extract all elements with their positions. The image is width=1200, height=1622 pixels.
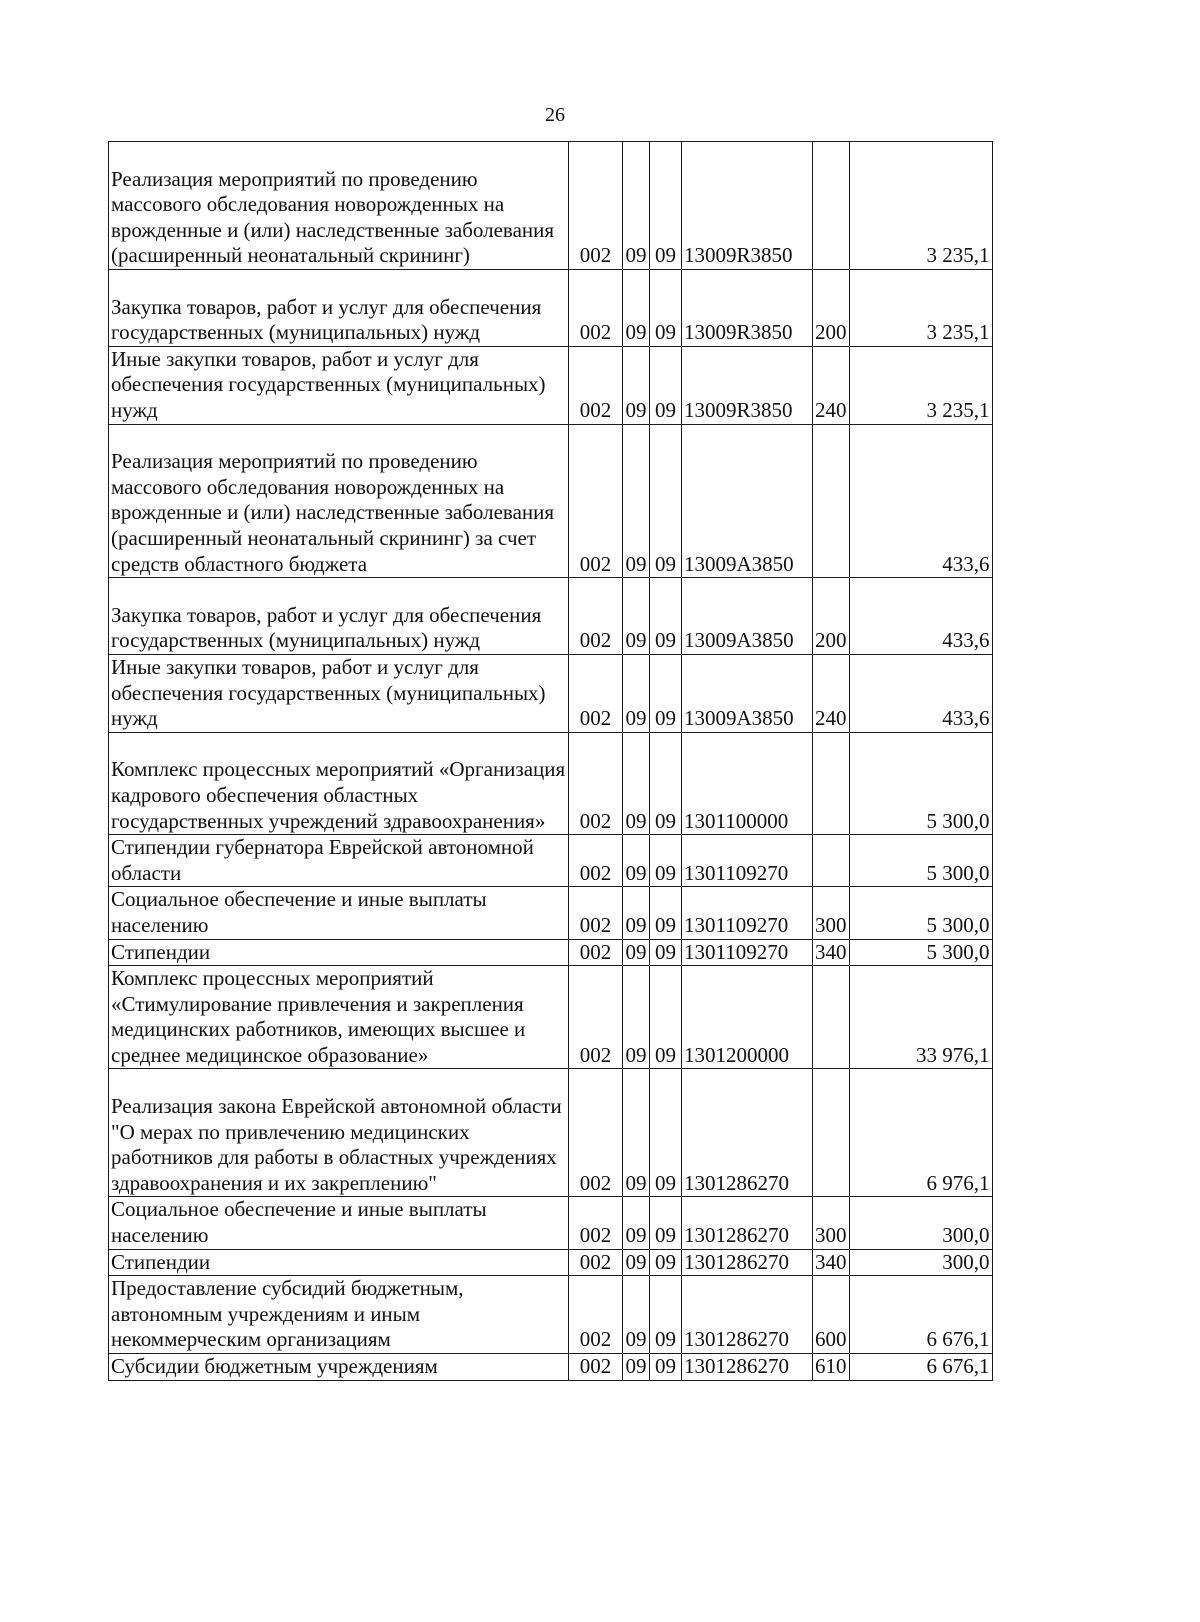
amount: 5 300,0 bbox=[849, 939, 992, 966]
amount: 5 300,0 bbox=[849, 732, 992, 834]
row-name: Субсидии бюджетным учреждениям bbox=[109, 1354, 569, 1381]
amount: 300,0 bbox=[849, 1197, 992, 1249]
dept-code: 002 bbox=[569, 966, 623, 1069]
row-name: Иные закупки товаров, работ и услуг для обеспечения государственных (муниципальных) нужд bbox=[109, 346, 569, 424]
target-article-code: 1301286270 bbox=[682, 1069, 813, 1197]
budget-table bbox=[108, 141, 993, 1381]
section-code: 09 bbox=[623, 1069, 650, 1197]
row-name: Предоставление субсидий бюджетным, автономным учреждениям и иным некоммерческим организациям bbox=[109, 1276, 569, 1354]
table-row bbox=[109, 835, 993, 887]
expense-type-code: 340 bbox=[813, 1249, 850, 1276]
amount: 3 235,1 bbox=[849, 346, 992, 424]
section-code: 09 bbox=[623, 654, 650, 732]
row-name: Стипендии bbox=[109, 939, 569, 966]
table-row bbox=[109, 424, 993, 578]
table-row bbox=[109, 1197, 993, 1249]
amount: 3 235,1 bbox=[849, 270, 992, 347]
section-code: 09 bbox=[623, 966, 650, 1069]
row-name: Реализация мероприятий по проведению массового обследования новорожденных на врожденные и (или) наследственные заболевания (расширенный неонатальный скрининг) за счет средств областного бюджета bbox=[109, 424, 569, 578]
target-article-code: 13009R3850 bbox=[682, 346, 813, 424]
expense-type-code bbox=[813, 966, 850, 1069]
target-article-code: 13009A3850 bbox=[682, 654, 813, 732]
expense-type-code: 340 bbox=[813, 939, 850, 966]
dept-code: 002 bbox=[569, 1197, 623, 1249]
dept-code: 002 bbox=[569, 578, 623, 655]
row-name: Комплекс процессных мероприятий «Организация кадрового обеспечения областных государственных учреждений здравоохранения» bbox=[109, 732, 569, 834]
table-row bbox=[109, 1276, 993, 1354]
target-article-code: 1301286270 bbox=[682, 1197, 813, 1249]
row-name: Социальное обеспечение и иные выплаты населению bbox=[109, 1197, 569, 1249]
section-code: 09 bbox=[623, 1276, 650, 1354]
subsection-code: 09 bbox=[650, 939, 682, 966]
subsection-code: 09 bbox=[650, 1249, 682, 1276]
subsection-code: 09 bbox=[650, 270, 682, 347]
target-article-code: 1301200000 bbox=[682, 966, 813, 1069]
dept-code: 002 bbox=[569, 654, 623, 732]
dept-code: 002 bbox=[569, 346, 623, 424]
target-article-code: 1301286270 bbox=[682, 1354, 813, 1381]
expense-type-code bbox=[813, 732, 850, 834]
subsection-code: 09 bbox=[650, 1354, 682, 1381]
target-article-code: 13009R3850 bbox=[682, 142, 813, 270]
budget-table-body bbox=[109, 142, 993, 1381]
row-name: Закупка товаров, работ и услуг для обеспечения государственных (муниципальных) нужд bbox=[109, 270, 569, 347]
section-code: 09 bbox=[623, 424, 650, 578]
section-code: 09 bbox=[623, 835, 650, 887]
subsection-code: 09 bbox=[650, 835, 682, 887]
expense-type-code: 610 bbox=[813, 1354, 850, 1381]
target-article-code: 13009A3850 bbox=[682, 424, 813, 578]
expense-type-code: 240 bbox=[813, 654, 850, 732]
table-row bbox=[109, 578, 993, 655]
amount: 5 300,0 bbox=[849, 835, 992, 887]
section-code: 09 bbox=[623, 346, 650, 424]
table-row bbox=[109, 887, 993, 939]
amount: 3 235,1 bbox=[849, 142, 992, 270]
expense-type-code: 200 bbox=[813, 270, 850, 347]
amount: 6 976,1 bbox=[849, 1069, 992, 1197]
table-row bbox=[109, 1354, 993, 1381]
section-code: 09 bbox=[623, 887, 650, 939]
amount: 6 676,1 bbox=[849, 1354, 992, 1381]
row-name: Закупка товаров, работ и услуг для обеспечения государственных (муниципальных) нужд bbox=[109, 578, 569, 655]
dept-code: 002 bbox=[569, 424, 623, 578]
amount: 33 976,1 bbox=[849, 966, 992, 1069]
section-code: 09 bbox=[623, 142, 650, 270]
target-article-code: 1301109270 bbox=[682, 939, 813, 966]
expense-type-code bbox=[813, 1069, 850, 1197]
amount: 433,6 bbox=[849, 578, 992, 655]
target-article-code: 1301109270 bbox=[682, 835, 813, 887]
subsection-code: 09 bbox=[650, 142, 682, 270]
amount: 300,0 bbox=[849, 1249, 992, 1276]
dept-code: 002 bbox=[569, 835, 623, 887]
section-code: 09 bbox=[623, 1197, 650, 1249]
expense-type-code: 200 bbox=[813, 578, 850, 655]
expense-type-code bbox=[813, 424, 850, 578]
subsection-code: 09 bbox=[650, 966, 682, 1069]
target-article-code: 1301100000 bbox=[682, 732, 813, 834]
subsection-code: 09 bbox=[650, 654, 682, 732]
amount: 433,6 bbox=[849, 424, 992, 578]
subsection-code: 09 bbox=[650, 424, 682, 578]
target-article-code: 13009A3850 bbox=[682, 578, 813, 655]
row-name: Стипендии bbox=[109, 1249, 569, 1276]
section-code: 09 bbox=[623, 732, 650, 834]
expense-type-code: 300 bbox=[813, 1197, 850, 1249]
row-name: Реализация закона Еврейской автономной области "О мерах по привлечению медицинских работников для работы в областных учреждениях здравоохранения и их закреплению" bbox=[109, 1069, 569, 1197]
table-row bbox=[109, 270, 993, 347]
table-row bbox=[109, 142, 993, 270]
row-name: Реализация мероприятий по проведению массового обследования новорожденных на врожденные и (или) наследственные заболевания (расширенный неонатальный скрининг) bbox=[109, 142, 569, 270]
dept-code: 002 bbox=[569, 887, 623, 939]
table-row bbox=[109, 1069, 993, 1197]
expense-type-code: 240 bbox=[813, 346, 850, 424]
page-number: 26 bbox=[545, 104, 565, 126]
table-row bbox=[109, 966, 993, 1069]
subsection-code: 09 bbox=[650, 578, 682, 655]
table-row bbox=[109, 732, 993, 834]
amount: 6 676,1 bbox=[849, 1276, 992, 1354]
table-row bbox=[109, 654, 993, 732]
subsection-code: 09 bbox=[650, 346, 682, 424]
dept-code: 002 bbox=[569, 1069, 623, 1197]
expense-type-code bbox=[813, 142, 850, 270]
expense-type-code: 600 bbox=[813, 1276, 850, 1354]
dept-code: 002 bbox=[569, 939, 623, 966]
expense-type-code: 300 bbox=[813, 887, 850, 939]
dept-code: 002 bbox=[569, 1354, 623, 1381]
expense-type-code bbox=[813, 835, 850, 887]
row-name: Стипендии губернатора Еврейской автономной области bbox=[109, 835, 569, 887]
target-article-code: 1301286270 bbox=[682, 1249, 813, 1276]
table-row bbox=[109, 939, 993, 966]
dept-code: 002 bbox=[569, 142, 623, 270]
row-name: Социальное обеспечение и иные выплаты населению bbox=[109, 887, 569, 939]
dept-code: 002 bbox=[569, 732, 623, 834]
section-code: 09 bbox=[623, 1354, 650, 1381]
table-row bbox=[109, 1249, 993, 1276]
target-article-code: 13009R3850 bbox=[682, 270, 813, 347]
amount: 433,6 bbox=[849, 654, 992, 732]
amount: 5 300,0 bbox=[849, 887, 992, 939]
row-name: Комплекс процессных мероприятий «Стимулирование привлечения и закрепления медицинских работников, имеющих высшее и среднее медицинское образование» bbox=[109, 966, 569, 1069]
dept-code: 002 bbox=[569, 270, 623, 347]
section-code: 09 bbox=[623, 578, 650, 655]
target-article-code: 1301286270 bbox=[682, 1276, 813, 1354]
subsection-code: 09 bbox=[650, 1069, 682, 1197]
row-name: Иные закупки товаров, работ и услуг для обеспечения государственных (муниципальных) нужд bbox=[109, 654, 569, 732]
subsection-code: 09 bbox=[650, 1197, 682, 1249]
subsection-code: 09 bbox=[650, 1276, 682, 1354]
table-row bbox=[109, 346, 993, 424]
section-code: 09 bbox=[623, 1249, 650, 1276]
dept-code: 002 bbox=[569, 1276, 623, 1354]
subsection-code: 09 bbox=[650, 732, 682, 834]
target-article-code: 1301109270 bbox=[682, 887, 813, 939]
subsection-code: 09 bbox=[650, 887, 682, 939]
section-code: 09 bbox=[623, 270, 650, 347]
section-code: 09 bbox=[623, 939, 650, 966]
dept-code: 002 bbox=[569, 1249, 623, 1276]
